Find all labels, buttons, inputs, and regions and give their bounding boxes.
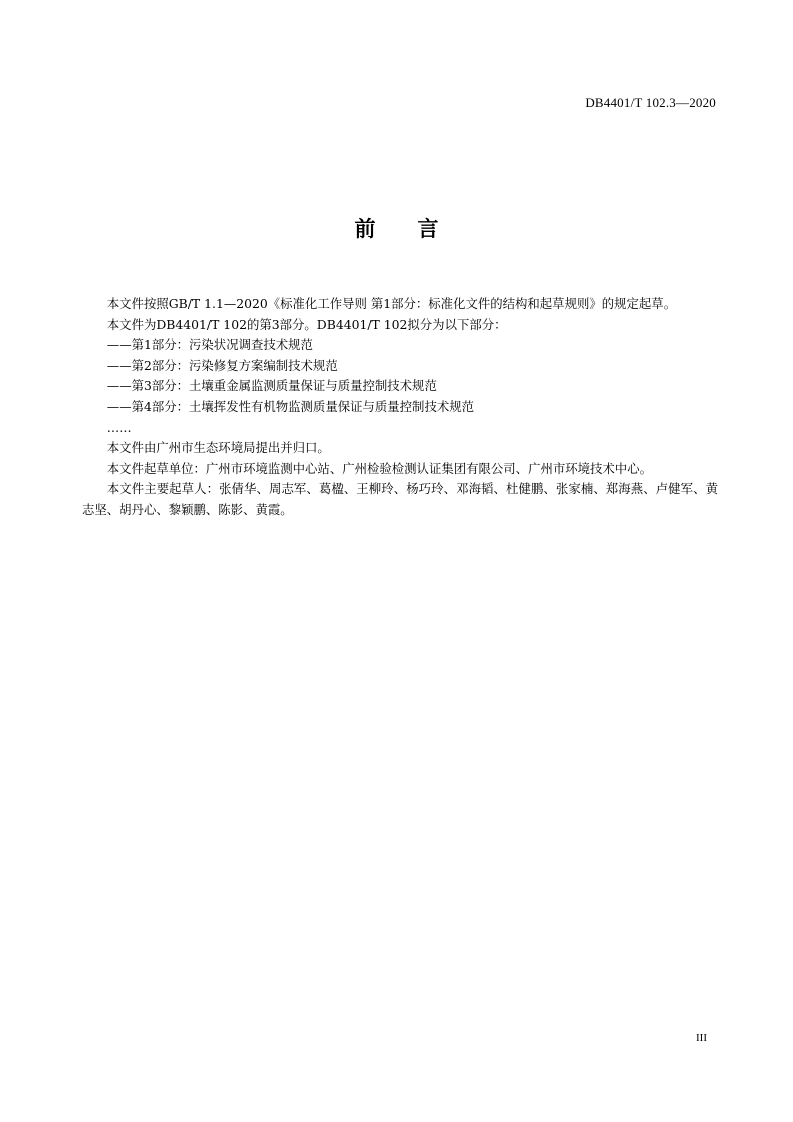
list-item-part-3: ——第3部分：土壤重金属监测质量保证与质量控制技术规范: [106, 378, 437, 394]
paragraph-proposer: 本文件由广州市生态环境局提出并归口。: [106, 440, 330, 456]
title-char-2: 言: [417, 217, 439, 241]
list-ellipsis: ……: [106, 419, 132, 435]
paragraph-series-part: 本文件为DB4401/T 102的第3部分。DB4401/T 102拟分为以下部分：: [106, 316, 507, 332]
document-number: DB4401/T 102.3—2020: [585, 95, 716, 110]
paragraph-drafting-units: 本文件起草单位：广州市环境监测中心站、广州检验检测认证集团有限公司、广州市环境技术中心。: [106, 460, 652, 476]
list-item-part-4: ——第4部分：土壤挥发性有机物监测质量保证与质量控制技术规范: [106, 398, 475, 414]
foreword-body: [82, 294, 718, 521]
list-item-part-2: ——第2部分：污染修复方案编制技术规范: [106, 357, 338, 373]
paragraph-drafting-rule: 本文件按照GB/T 1.1—2020《标准化工作导则 第1部分：标准化文件的结构和起草规则》的规定起草。: [106, 296, 677, 311]
title-char-1: 前: [354, 217, 376, 241]
page-number: III: [696, 1032, 707, 1044]
list-item-part-1: ——第1部分：污染状况调查技术规范: [106, 337, 313, 353]
section-title: [0, 213, 793, 243]
paragraph-drafters: 本文件主要起草人：张倩华、周志军、葛楹、王柳玲、杨巧玲、邓海韬、杜健鹏、张家楠、郑海燕、卢健军、黄志坚、胡丹心、黎颖鹏、陈影、黄霞。: [82, 481, 718, 517]
